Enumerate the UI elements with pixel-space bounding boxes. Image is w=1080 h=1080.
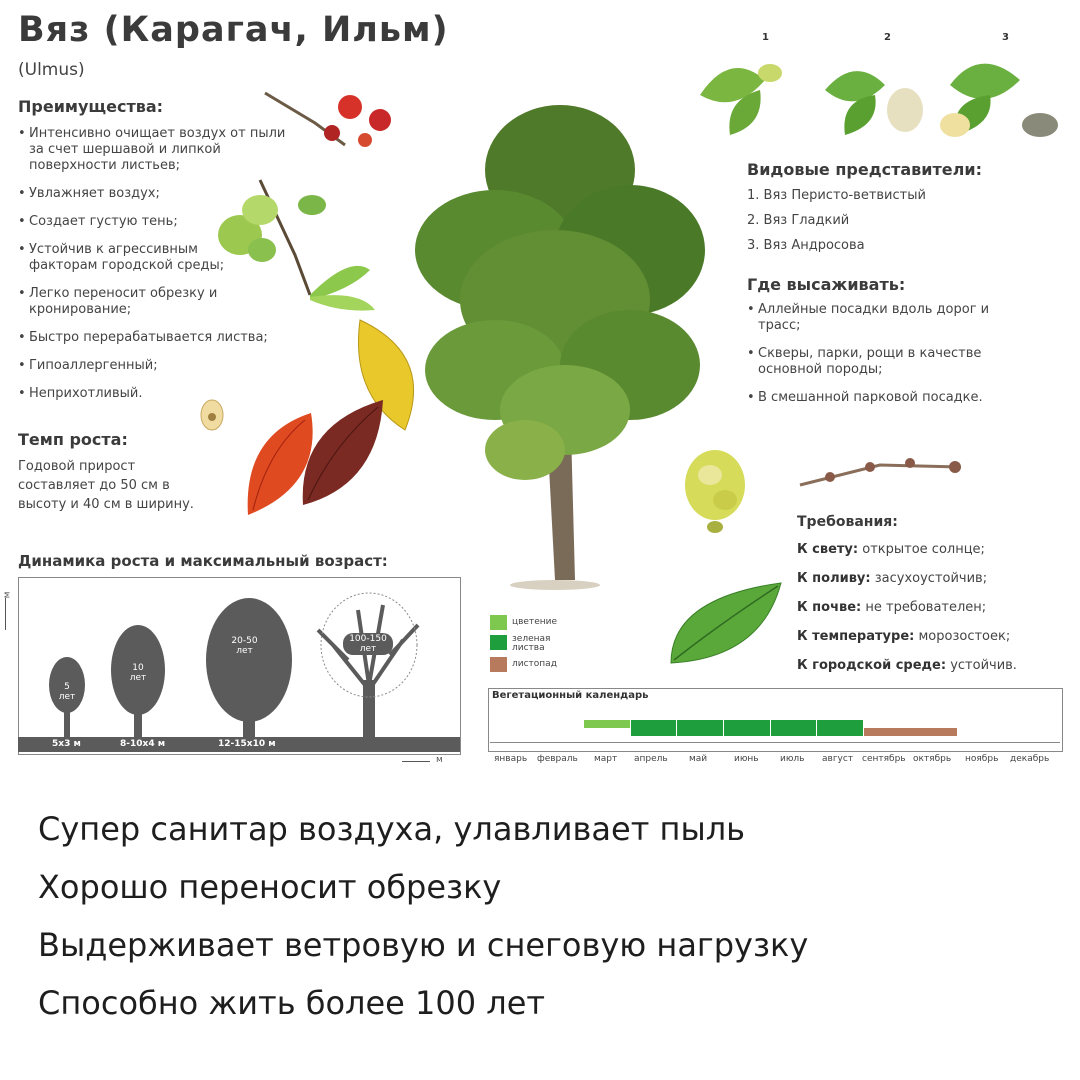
caption-line: Хорошо переносит обрезку: [38, 868, 502, 906]
legend-label: цветение: [512, 617, 558, 627]
list-item: 2. Вяз Гладкий: [747, 213, 850, 228]
list-item: 1. Вяз Перисто-ветвистый: [747, 188, 926, 203]
requirement-value: открытое солнце;: [862, 542, 985, 557]
month-label: апрель: [634, 754, 668, 764]
month-label: декабрь: [1010, 754, 1050, 764]
calendar-title: Вегетационный календарь: [492, 690, 649, 701]
list-item: • Создает густую тень;: [18, 214, 298, 230]
trees-growth-illustration: [18, 590, 460, 740]
green-bar: [724, 720, 770, 736]
width-axis-arrow: [402, 761, 430, 762]
green-leaf-illustration: [666, 578, 786, 673]
requirements-heading: Требования:: [797, 514, 898, 530]
species-number: 1: [762, 32, 769, 43]
elm-tree-illustration: [405, 100, 715, 590]
month-label: февраль: [537, 754, 578, 764]
month-label: сентябрь: [862, 754, 906, 764]
caption-line: Супер санитар воздуха, улавливает пыль: [38, 810, 746, 848]
list-item: • В смешанной парковой посадке.: [747, 390, 1017, 406]
legend-label: листопад: [512, 659, 557, 669]
requirement-label: К почве:: [797, 600, 862, 615]
month-label: июнь: [734, 754, 759, 764]
green-bar: [677, 720, 723, 736]
requirement-value: засухоустойчив;: [874, 571, 988, 586]
species-section: [747, 160, 1067, 263]
list-item: • Увлажняет воздух;: [18, 186, 298, 202]
autumn-leaves-illustration: [243, 395, 393, 530]
requirement-label: К городской среде:: [797, 658, 947, 673]
age-label: 100-150 лет: [343, 633, 393, 655]
age-label: 20-50 лет: [231, 636, 258, 656]
requirement-row: [797, 571, 1067, 587]
requirement-label: К температуре:: [797, 629, 915, 644]
requirement-row: [797, 658, 1067, 674]
requirement-value: морозостоек;: [918, 629, 1011, 644]
legend-label: зеленая листва: [512, 634, 551, 653]
page-title: Вяз (Карагач, Ильм): [18, 10, 449, 50]
planting-heading: Где высаживать:: [747, 275, 906, 294]
list-item: • Неприхотливый.: [18, 386, 298, 402]
legend-swatch-bloom: [490, 615, 507, 630]
growth-text: Годовой прирост составляет до 50 см в высоту и 40 см в ширину.: [18, 459, 194, 512]
advantages-heading: Преимущества:: [18, 97, 164, 116]
month-label: март: [594, 754, 618, 764]
caption-line: Выдерживает ветровую и снеговую нагрузку: [38, 926, 809, 964]
species-number: 3: [1002, 32, 1009, 43]
size-label: 12-15x10 м: [218, 739, 276, 749]
bloom-bar: [584, 720, 630, 728]
calendar-axis: [490, 742, 1060, 743]
requirement-label: К поливу:: [797, 571, 871, 586]
branch-illustration: [200, 85, 415, 445]
list-item: • Интенсивно очищает воздух от пыли за счет шершавой и липкой поверхности листьев;: [18, 126, 298, 174]
species-heading: Видовые представители:: [747, 160, 982, 179]
requirement-label: К свету:: [797, 542, 859, 557]
caption-line: Способно жить более 100 лет: [38, 984, 546, 1022]
species-list: [747, 188, 1067, 254]
dynamics-heading: Динамика роста и максимальный возраст:: [18, 552, 388, 570]
green-bar: [817, 720, 863, 736]
list-item: • Скверы, парки, рощи в качестве основной породы;: [747, 346, 1017, 378]
requirement-row: [797, 629, 1067, 645]
planting-section: [747, 275, 1017, 418]
fall-bar: [864, 728, 957, 736]
age-label: 10 лет: [129, 663, 147, 683]
width-axis-label: м: [436, 755, 443, 765]
list-item: • Гипоаллергенный;: [18, 358, 298, 374]
requirement-row: [797, 600, 1067, 616]
month-label: июль: [780, 754, 805, 764]
legend-swatch-green: [490, 635, 507, 650]
green-bar: [631, 720, 676, 736]
size-label: 8-10x4 м: [120, 739, 166, 749]
age-label: 5 лет: [58, 682, 76, 702]
height-axis-arrow: [5, 598, 6, 630]
list-item: • Быстро перерабатывается листва;: [18, 330, 298, 346]
month-label: январь: [494, 754, 528, 764]
latin-name: (Ulmus): [18, 60, 85, 80]
list-item: • Аллейные посадки вдоль дорог и трасс;: [747, 302, 1017, 334]
legend-swatch-fall: [490, 657, 507, 672]
requirement-row: [797, 542, 1067, 558]
size-label: 5x3 м: [52, 739, 81, 749]
species-number: 2: [884, 32, 891, 43]
month-label: май: [689, 754, 708, 764]
requirement-value: не требователен;: [865, 600, 987, 615]
green-bar: [771, 720, 816, 736]
month-label: октябрь: [913, 754, 952, 764]
month-label: август: [822, 754, 854, 764]
month-label: ноябрь: [965, 754, 999, 764]
species-illustrations: [690, 45, 1070, 145]
list-item: • Устойчив к агрессивным факторам городской среды;: [18, 242, 244, 274]
requirements-section: [797, 514, 1067, 687]
growth-heading: Темп роста:: [18, 430, 128, 449]
list-item: • Легко переносит обрезку и кронирование;: [18, 286, 254, 318]
height-axis-label: м: [2, 591, 13, 599]
requirement-value: устойчив.: [950, 658, 1017, 673]
list-item: 3. Вяз Андросова: [747, 238, 865, 253]
planting-list: [747, 302, 1017, 406]
